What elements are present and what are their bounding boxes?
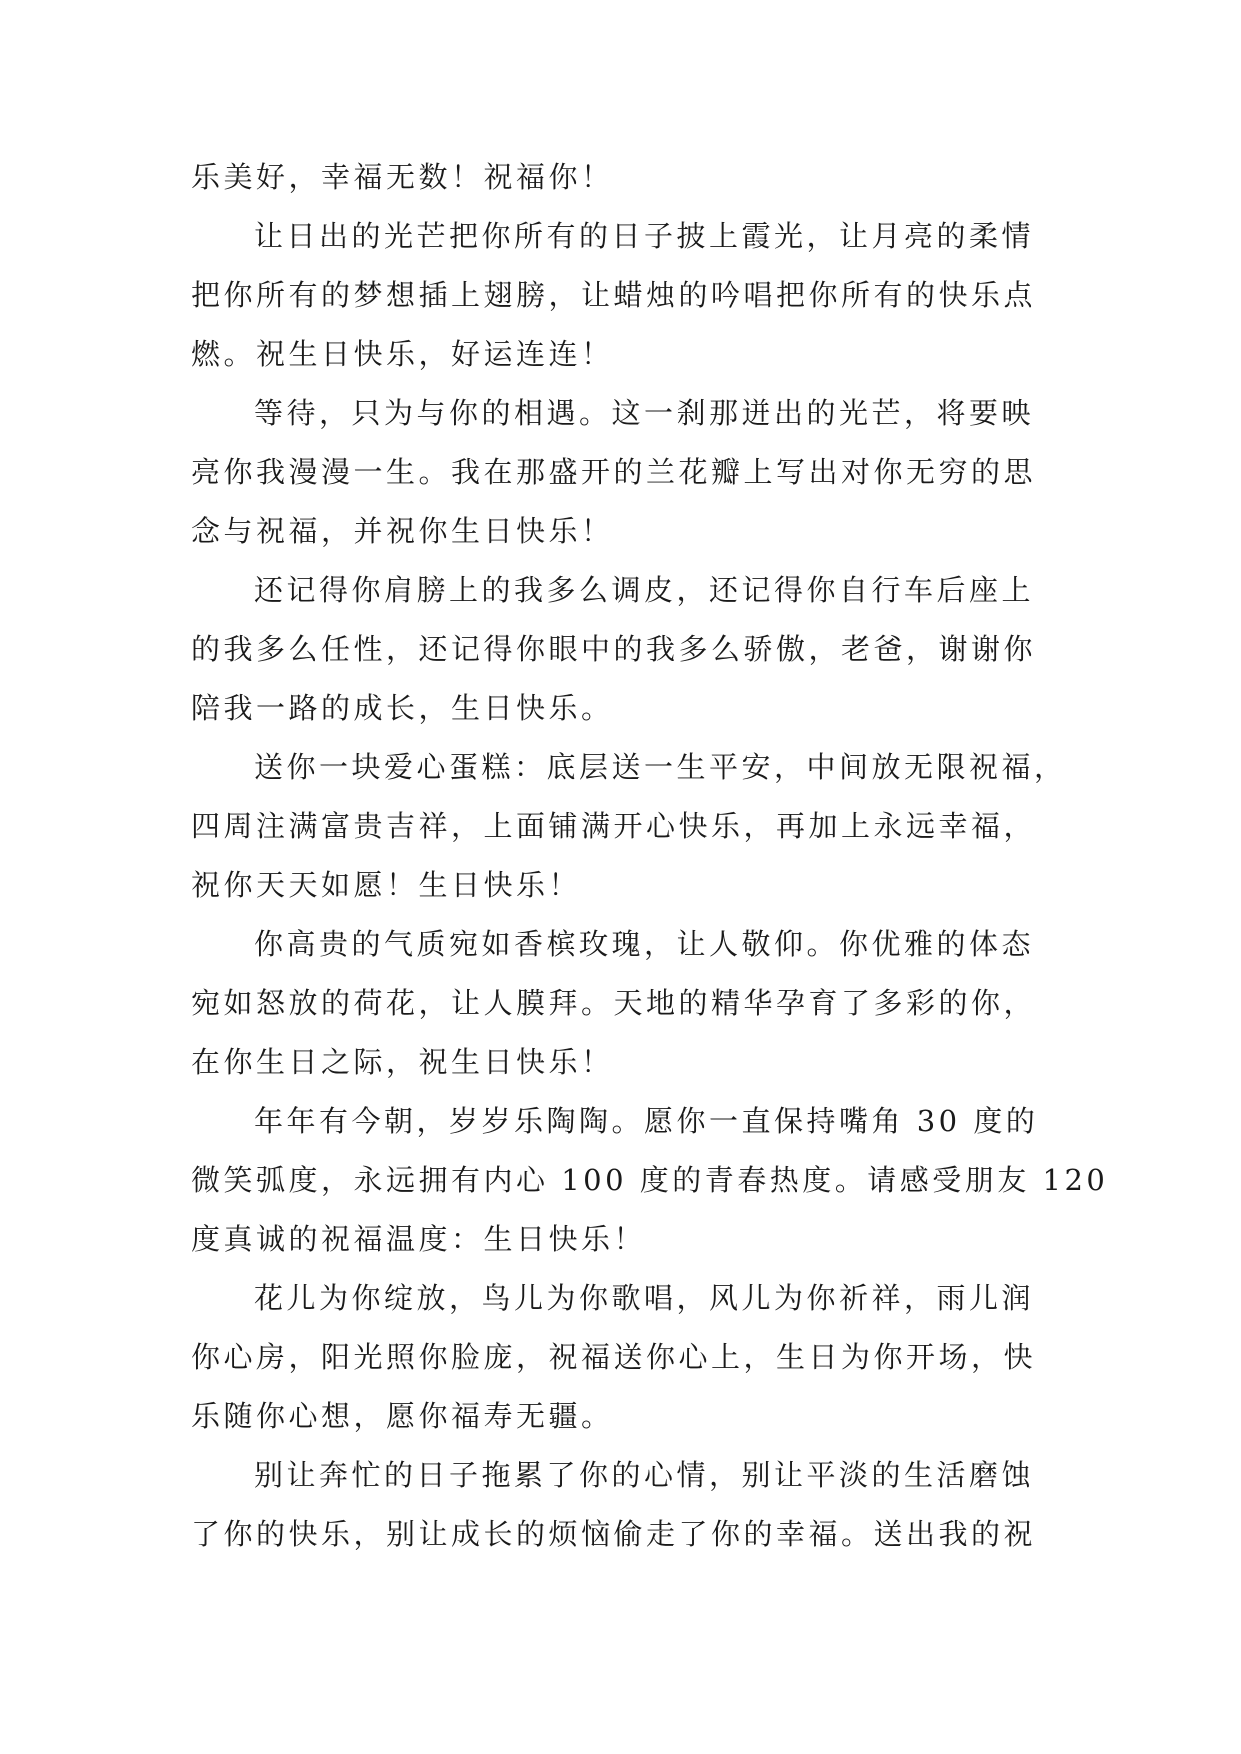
paragraph bbox=[191, 148, 1061, 207]
paragraph bbox=[191, 561, 1061, 738]
paragraph bbox=[191, 1446, 1061, 1564]
text-line: 念与祝福，并祝你生日快乐！ bbox=[191, 514, 614, 548]
text-line: 让日出的光芒把你所有的日子披上霞光，让月亮的柔情 bbox=[254, 219, 1035, 253]
paragraph bbox=[191, 207, 1061, 384]
text-line: 微笑弧度，永远拥有内心 100 度的青春热度。请感受朋友 120 bbox=[191, 1163, 1109, 1197]
text-line: 陪我一路的成长，生日快乐。 bbox=[191, 691, 614, 725]
text-line: 乐美好，幸福无数！祝福你！ bbox=[191, 160, 614, 194]
text-line: 燃。祝生日快乐，好运连连！ bbox=[191, 337, 614, 371]
text-line: 祝你天天如愿！生日快乐！ bbox=[191, 868, 582, 902]
text-line: 亮你我漫漫一生。我在那盛开的兰花瓣上写出对你无穷的思 bbox=[191, 455, 1037, 489]
paragraph bbox=[191, 1092, 1109, 1269]
text-line: 在你生日之际，祝生日快乐！ bbox=[191, 1045, 614, 1079]
text-line: 宛如怒放的荷花，让人膜拜。天地的精华孕育了多彩的你， bbox=[191, 986, 1037, 1020]
paragraph bbox=[191, 738, 1067, 915]
text-line: 你高贵的气质宛如香槟玫瑰，让人敬仰。你优雅的体态 bbox=[254, 927, 1035, 961]
text-line: 把你所有的梦想插上翅膀，让蜡烛的吟唱把你所有的快乐点 bbox=[191, 278, 1037, 312]
text-line: 别让奔忙的日子拖累了你的心情，别让平淡的生活磨蚀 bbox=[254, 1458, 1035, 1492]
text-line: 你心房，阳光照你脸庞，祝福送你心上，生日为你开场，快 bbox=[191, 1340, 1037, 1374]
paragraph bbox=[191, 915, 1061, 1092]
text-line: 花儿为你绽放，鸟儿为你歌唱，风儿为你祈祥，雨儿润 bbox=[254, 1281, 1035, 1315]
text-line: 送你一块爱心蛋糕：底层送一生平安，中间放无限祝福， bbox=[254, 750, 1067, 784]
text-line: 四周注满富贵吉祥，上面铺满开心快乐，再加上永远幸福， bbox=[191, 809, 1037, 843]
text-line: 乐随你心想，愿你福寿无疆。 bbox=[191, 1399, 614, 1433]
text-line: 年年有今朝，岁岁乐陶陶。愿你一直保持嘴角 30 度的 bbox=[254, 1104, 1039, 1138]
text-line: 度真诚的祝福温度：生日快乐！ bbox=[191, 1222, 647, 1256]
paragraph bbox=[191, 1269, 1061, 1446]
document-body bbox=[191, 148, 1109, 1564]
text-line: 还记得你肩膀上的我多么调皮，还记得你自行车后座上 bbox=[254, 573, 1035, 607]
text-line: 等待，只为与你的相遇。这一刹那迸出的光芒，将要映 bbox=[254, 396, 1035, 430]
text-line: 的我多么任性，还记得你眼中的我多么骄傲，老爸，谢谢你 bbox=[191, 632, 1037, 666]
paragraph bbox=[191, 384, 1061, 561]
text-line: 了你的快乐，别让成长的烦恼偷走了你的幸福。送出我的祝 bbox=[191, 1517, 1037, 1551]
